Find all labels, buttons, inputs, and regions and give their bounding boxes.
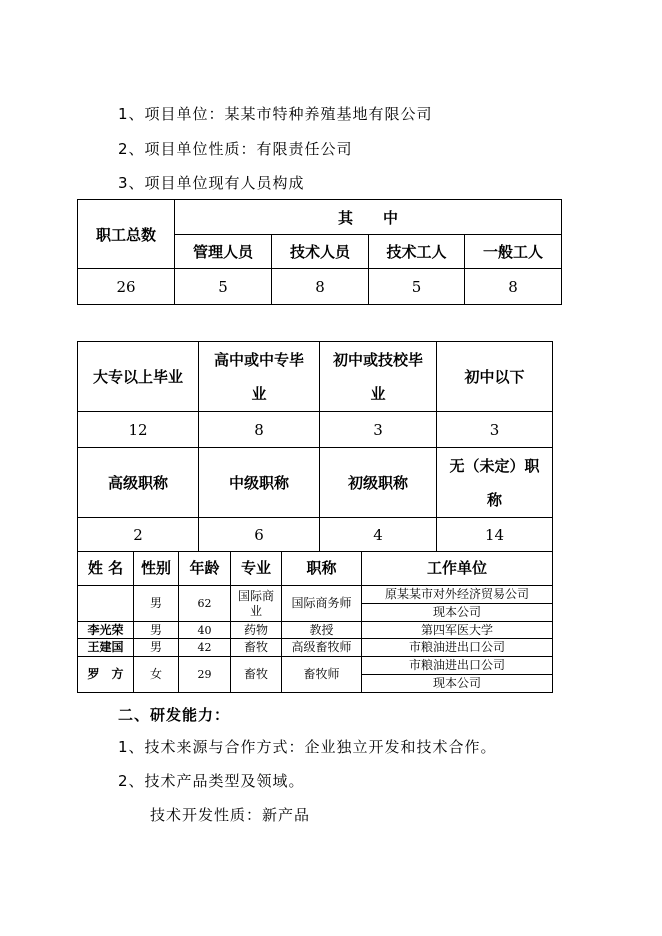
person-gender: 女 (134, 657, 179, 693)
title-value-cell: 2 (78, 518, 199, 552)
section-heading: 二、研发能力： (118, 706, 231, 724)
person-age: 40 (179, 622, 231, 639)
title-value-cell: 14 (437, 518, 553, 552)
person-major: 畜牧 (231, 639, 282, 657)
value-cell: 5 (175, 269, 272, 305)
staff-table (77, 199, 562, 305)
person-title: 教授 (282, 622, 362, 639)
title-value-cell: 4 (320, 518, 437, 552)
total-label: 职工总数 (78, 200, 175, 269)
education-title-table (77, 341, 553, 552)
edu-value-cell: 3 (437, 412, 553, 448)
person-age: 29 (179, 657, 231, 693)
edu-header-cell: 高中或中专毕业 (199, 342, 320, 412)
project-nature-line: 2、项目单位性质：有限责任公司 (118, 140, 353, 158)
person-major: 畜牧 (231, 657, 282, 693)
edu-value-cell: 8 (199, 412, 320, 448)
value-cell: 8 (465, 269, 562, 305)
edu-header-cell: 初中或技校毕业 (320, 342, 437, 412)
person-gender: 男 (134, 586, 179, 622)
person-title: 畜牧师 (282, 657, 362, 693)
title-header-cell: 无（未定）职称 (437, 448, 553, 518)
personnel-header-cell: 专业 (231, 552, 282, 586)
personnel-header-cell: 工作单位 (362, 552, 553, 586)
header-cell: 一般工人 (465, 235, 562, 269)
edu-header-cell: 初中以下 (437, 342, 553, 412)
person-unit: 市粮油进出口公司 (362, 639, 553, 657)
person-name (78, 586, 134, 622)
person-name: 王建国 (78, 639, 134, 657)
person-unit: 原某某市对外经济贸易公司 (362, 586, 553, 604)
person-age: 62 (179, 586, 231, 622)
title-header-cell: 中级职称 (199, 448, 320, 518)
project-unit-line: 1、项目单位：某某市特种养殖基地有限公司 (118, 105, 433, 123)
person-gender: 男 (134, 639, 179, 657)
person-unit: 市粮油进出口公司 (362, 657, 553, 675)
tech-nature-line: 技术开发性质：新产品 (150, 806, 311, 824)
person-name: 李光荣 (78, 622, 134, 639)
title-value-cell: 6 (199, 518, 320, 552)
person-major: 药物 (231, 622, 282, 639)
person-unit: 现本公司 (362, 675, 553, 693)
title-header-cell: 初级职称 (320, 448, 437, 518)
person-gender: 男 (134, 622, 179, 639)
header-cell: 技术人员 (272, 235, 369, 269)
total-value: 26 (78, 269, 175, 305)
staff-composition-line: 3、项目单位现有人员构成 (118, 174, 305, 192)
header-cell: 管理人员 (175, 235, 272, 269)
edu-value-cell: 3 (320, 412, 437, 448)
tech-source-line: 1、技术来源与合作方式：企业独立开发和技术合作。 (118, 738, 497, 756)
person-title: 高级畜牧师 (282, 639, 362, 657)
person-unit: 第四军医大学 (362, 622, 553, 639)
person-age: 42 (179, 639, 231, 657)
value-cell: 5 (369, 269, 465, 305)
person-major: 国际商业 (231, 586, 282, 622)
person-unit: 现本公司 (362, 604, 553, 622)
tech-type-line: 2、技术产品类型及领域。 (118, 772, 305, 790)
title-header-cell: 高级职称 (78, 448, 199, 518)
group-label: 其 中 (175, 200, 562, 235)
edu-value-cell: 12 (78, 412, 199, 448)
personnel-header-cell: 性别 (134, 552, 179, 586)
personnel-header-cell: 年龄 (179, 552, 231, 586)
person-name: 罗 方 (78, 657, 134, 693)
value-cell: 8 (272, 269, 369, 305)
header-cell: 技术工人 (369, 235, 465, 269)
person-title: 国际商务师 (282, 586, 362, 622)
personnel-header-cell: 职称 (282, 552, 362, 586)
edu-header-cell: 大专以上毕业 (78, 342, 199, 412)
personnel-table (77, 551, 553, 693)
personnel-header-cell: 姓 名 (78, 552, 134, 586)
